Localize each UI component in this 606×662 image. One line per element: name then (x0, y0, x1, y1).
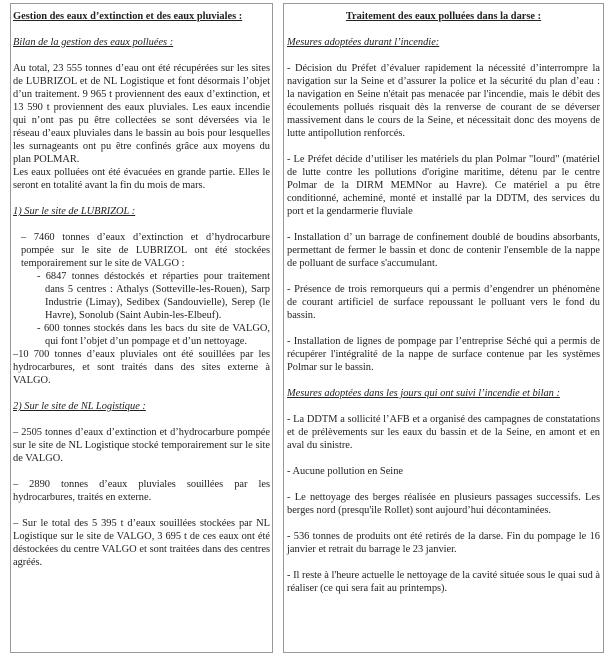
left-column-water-management (10, 3, 273, 653)
right-subtitle-2: Mesures adoptées dans les jours qui ont suivi l’incendie et bilan : (287, 388, 560, 399)
section1-subitem-2: - 600 tonnes stockés dans les bacs du site de VALGO, qui font l’objet d’un pompage et d’un nettoyage. (37, 323, 270, 347)
section1-subitem-1: - 6847 tonnes déstockés et réparties pour traitement dans 5 centres : Athalys (Sotteville-les-Rouen), Sarp Industrie (Limay), Sedibex (Sandouvielle), Serep (le Havre), Sonolub (Saint Aubin-les-Elbeuf). (37, 271, 270, 321)
left-subtitle: Bilan de la gestion des eaux polluées : (13, 37, 174, 48)
followup-item: - Le nettoyage des berges réalisée en plusieurs passages successifs. Les berges nord (presqu'ile Rollet) sont aujourd’hui décontaminées. (287, 492, 600, 516)
followup-item: - 536 tonnes de produits ont été retirés de la darse. Fin du pompage le 16 janvier et retrait du barrage le 23 janvier. (287, 531, 600, 555)
followup-item: - La DDTM a sollicité l’AFB et a organisé des campagnes de constatations et de prélèvements sur les eaux du bassin et de la Seine, en amont et en aval du sinistre. (287, 414, 600, 451)
section2-item: – 2890 tonnes d’eaux pluviales souillées par les hydrocarbures, traités en externe. (13, 479, 270, 503)
measure-item: - Décision du Préfet d’évaluer rapidement la nécessité d’interrompre la navigation sur la Seine et d’assurer la police et la sécurité du plan d’eau : la navigation en Seine n'était pas menacée par l'incendie, mais le débit des écoulements pollués risquait dès la renverse de courant de se déverser massivement dans le cours de la Seine, et nécessitait donc des moyens de lutte antipollution renforcés. (287, 63, 600, 139)
section2-heading: 2) Sur le site de NL Logistique : (13, 401, 146, 412)
intro-paragraph-2: Les eaux polluées ont été évacuées en grande partie. Elles le seront en totalité avant la fin du mois de mars. (13, 167, 270, 191)
left-title: Gestion des eaux d’extinction et des eaux pluviales : (13, 11, 243, 22)
measure-item: - Présence de trois remorqueurs qui a permis d’engendrer un phénomène de courant artificiel de surface repoussant le polluant vers le fond du bassin. (287, 284, 600, 321)
section2-item: – Sur le total des 5 395 t d’eaux souillées stockées par NL Logistique sur le site de VALGO, 3 695 t de ces eaux ont été déstockées du centre VALGO et sont traitées dans des centres agréés. (13, 518, 270, 568)
followup-item: - Il reste à l'heure actuelle le nettoyage de la cavité située sous le quai sud à réaliser (ce qui sera fait au printemps). (287, 570, 600, 594)
measure-item: - Installation d’ un barrage de confinement doublé de boudins absorbants, permettant de fermer le bassin et donc de contenir l'ensemble de la nappe de polluant de surface s'accumulant. (287, 232, 600, 269)
section2-item: – 2505 tonnes d’eaux d’extinction et d’hydrocarbure pompée sur le site de NL Logistique stocké temporairement sur le site de VALGO. (13, 427, 270, 464)
measure-item: - Installation de lignes de pompage par l’entreprise Séché qui a permis de récupérer l'intégralité de la nappe de surface contenue par les systèmes Polmar sur le bassin. (287, 336, 600, 373)
intro-paragraph: Au total, 23 555 tonnes d’eau ont été récupérées sur les sites de LUBRIZOL et de NL Logistique et font désormais l’objet d’un traitement. 9 965 t proviennent des eaux d’extinction, et 13 590 t proviennent des eaux pluviales. Les eaux incendie qui n’ont pas pu être collectées se sont déversées via le réseau d’eaux pluviales dans le bassin au bois pour lesquelles les surnageants ont pu être confinés grâce aux moyens du plan POLMAR. (13, 63, 270, 165)
right-title: Traitement des eaux polluées dans la darse : (345, 11, 542, 22)
right-column-darse-treatment (283, 3, 604, 653)
followup-item: - Aucune pollution en Seine (287, 466, 404, 477)
section1-heading: 1) Sur le site de LUBRIZOL : (13, 206, 136, 217)
measure-item: - Le Préfet décide d’utiliser les matériels du plan Polmar "lourd" (matériel de lutte contre les pollutions d'origine maritime, détenu par le centre Polmar de la DIRM MEMNor au Havre). Ce matériel a pu être conditionné, acheminé, monté et installé par la DDTM, des services du port et la gendarmerie fluviale (287, 154, 600, 217)
section1-item-2: –10 700 tonnes d’eaux pluviales ont été souillées par les hydrocarbures, et sont traités dans des sites externe à VALGO. (13, 349, 270, 386)
section1-item-1: – 7460 tonnes d’eaux d’extinction et d’hydrocarbure pompée sur le site de LUBRIZOL ont été stockées temporairement sur le site de VALGO : (21, 232, 270, 269)
right-subtitle-1: Mesures adoptées durant l’incendie: (287, 37, 440, 48)
